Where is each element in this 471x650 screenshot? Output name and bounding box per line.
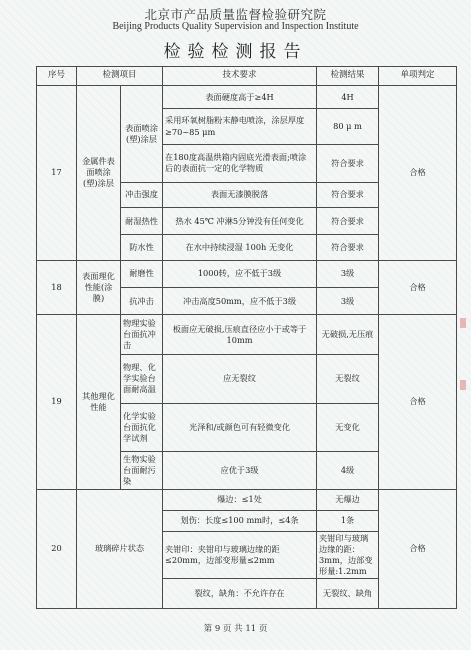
- table-row: [37, 315, 457, 355]
- result-cell: 夹钳印与玻璃边缘的距：3mm，边部变形量:1.2mm: [317, 531, 379, 579]
- requirement-cell: 板面应无破损,压痕直径应小于或等于10mm: [163, 315, 317, 355]
- requirement-cell: 划伤：长度≤100 mm时，≤4条: [163, 510, 317, 531]
- institute-name-cn: 北京市产品质量监督检验研究院: [144, 7, 327, 22]
- requirement-cell: 爆边：≤1处: [163, 489, 317, 510]
- row-number: 17: [37, 86, 77, 261]
- table-row: [37, 86, 457, 109]
- row-number: 18: [37, 260, 77, 315]
- page-number: 第 9 页 共 11 页: [203, 624, 268, 634]
- table-row: [37, 260, 457, 287]
- col-header-requirement: 技术要求: [163, 67, 317, 86]
- test-results-table: [36, 66, 457, 609]
- sub-item: 表面喷涂(塑)涂层: [121, 86, 163, 183]
- sub-item: 耐磨性: [121, 260, 163, 287]
- requirement-cell: 应优于3级: [163, 451, 317, 489]
- requirement-cell: 表面无漆膜脱落: [163, 182, 317, 207]
- verdict-cell: 合格: [379, 260, 457, 315]
- result-cell: 符合要求: [317, 207, 379, 234]
- requirement-cell: 应无裂纹: [163, 355, 317, 403]
- requirement-cell: 光泽和/或颜色可有轻微变化: [163, 403, 317, 451]
- requirement-cell: 1000转，应不低于3级: [163, 260, 317, 287]
- row-number: 20: [37, 489, 77, 608]
- result-cell: 4H: [317, 86, 379, 109]
- result-cell: 4级: [317, 451, 379, 489]
- result-cell: 1条: [317, 510, 379, 531]
- result-cell: 无裂纹: [317, 355, 379, 403]
- item-group: 金属件表面喷涂(塑)涂层: [77, 86, 121, 261]
- col-header-verdict: 单项判定: [379, 67, 457, 86]
- result-cell: 无变化: [317, 403, 379, 451]
- item-group: 玻璃碎片状态: [77, 489, 163, 608]
- requirement-cell: 采用环氧树脂粉末静电喷涂，涂层厚度≥70~85 μm: [163, 109, 317, 145]
- requirement-cell: 在水中持续浸湿 100h 无变化: [163, 235, 317, 260]
- requirement-cell: 表面硬度高于≥4H: [163, 86, 317, 109]
- verdict-cell: 合格: [379, 489, 457, 608]
- requirement-cell: 在180度高温烘箱内固底光滑表面;喷涂后的表面抗一定的化学物质: [163, 144, 317, 182]
- result-cell: 3级: [317, 287, 379, 314]
- col-header-result: 检测结果: [317, 67, 379, 86]
- requirement-cell: 裂纹，缺角：不允许存在: [163, 579, 317, 609]
- result-cell: 符合要求: [317, 144, 379, 182]
- sub-item: 抗冲击: [121, 287, 163, 314]
- col-header-item: 检测项目: [77, 67, 163, 86]
- result-cell: 无破损,无压痕: [317, 315, 379, 355]
- result-cell: 符合要求: [317, 182, 379, 207]
- verdict-cell: 合格: [379, 86, 457, 261]
- sub-item: 耐湿热性: [121, 207, 163, 234]
- row-number: 19: [37, 315, 77, 490]
- sub-item: 生物实验台面耐污染: [121, 451, 163, 489]
- col-header-no: 序号: [37, 67, 77, 86]
- table-row: [37, 489, 457, 510]
- item-group: 表面理化性能(涂膜): [77, 260, 121, 315]
- result-cell: 3级: [317, 260, 379, 287]
- requirement-cell: 冲击高度50mm，应不低于3级: [163, 287, 317, 314]
- requirement-cell: 夹钳印：夹钳印与玻璃边缘的距≤20mm，边部变形量≤2mm: [163, 531, 317, 579]
- institute-name-en: Beijing Products Quality Supervision and Inspection Institute: [112, 21, 359, 32]
- requirement-cell: 热水 45℃ 冲淋5分钟没有任何变化: [163, 207, 317, 234]
- report-title: 检验检测报告: [163, 42, 308, 62]
- verdict-cell: 合格: [379, 315, 457, 490]
- sub-item: 防水性: [121, 235, 163, 260]
- result-cell: 无爆边: [317, 489, 379, 510]
- sub-item: 化学实验台面抗化学试剂: [121, 403, 163, 451]
- seal-fragment: [460, 318, 466, 328]
- sub-item: 冲击强度: [121, 182, 163, 207]
- seal-fragment: [460, 380, 466, 390]
- item-group: 其他理化性能: [77, 315, 121, 490]
- result-cell: 无裂纹、缺角: [317, 579, 379, 609]
- result-cell: 80 μ m: [317, 109, 379, 145]
- result-cell: 符合要求: [317, 235, 379, 260]
- sub-item: 物理、化学实验台面耐高温: [121, 355, 163, 403]
- sub-item: 物理实验台面抗冲击: [121, 315, 163, 355]
- table-header-row: [37, 67, 457, 86]
